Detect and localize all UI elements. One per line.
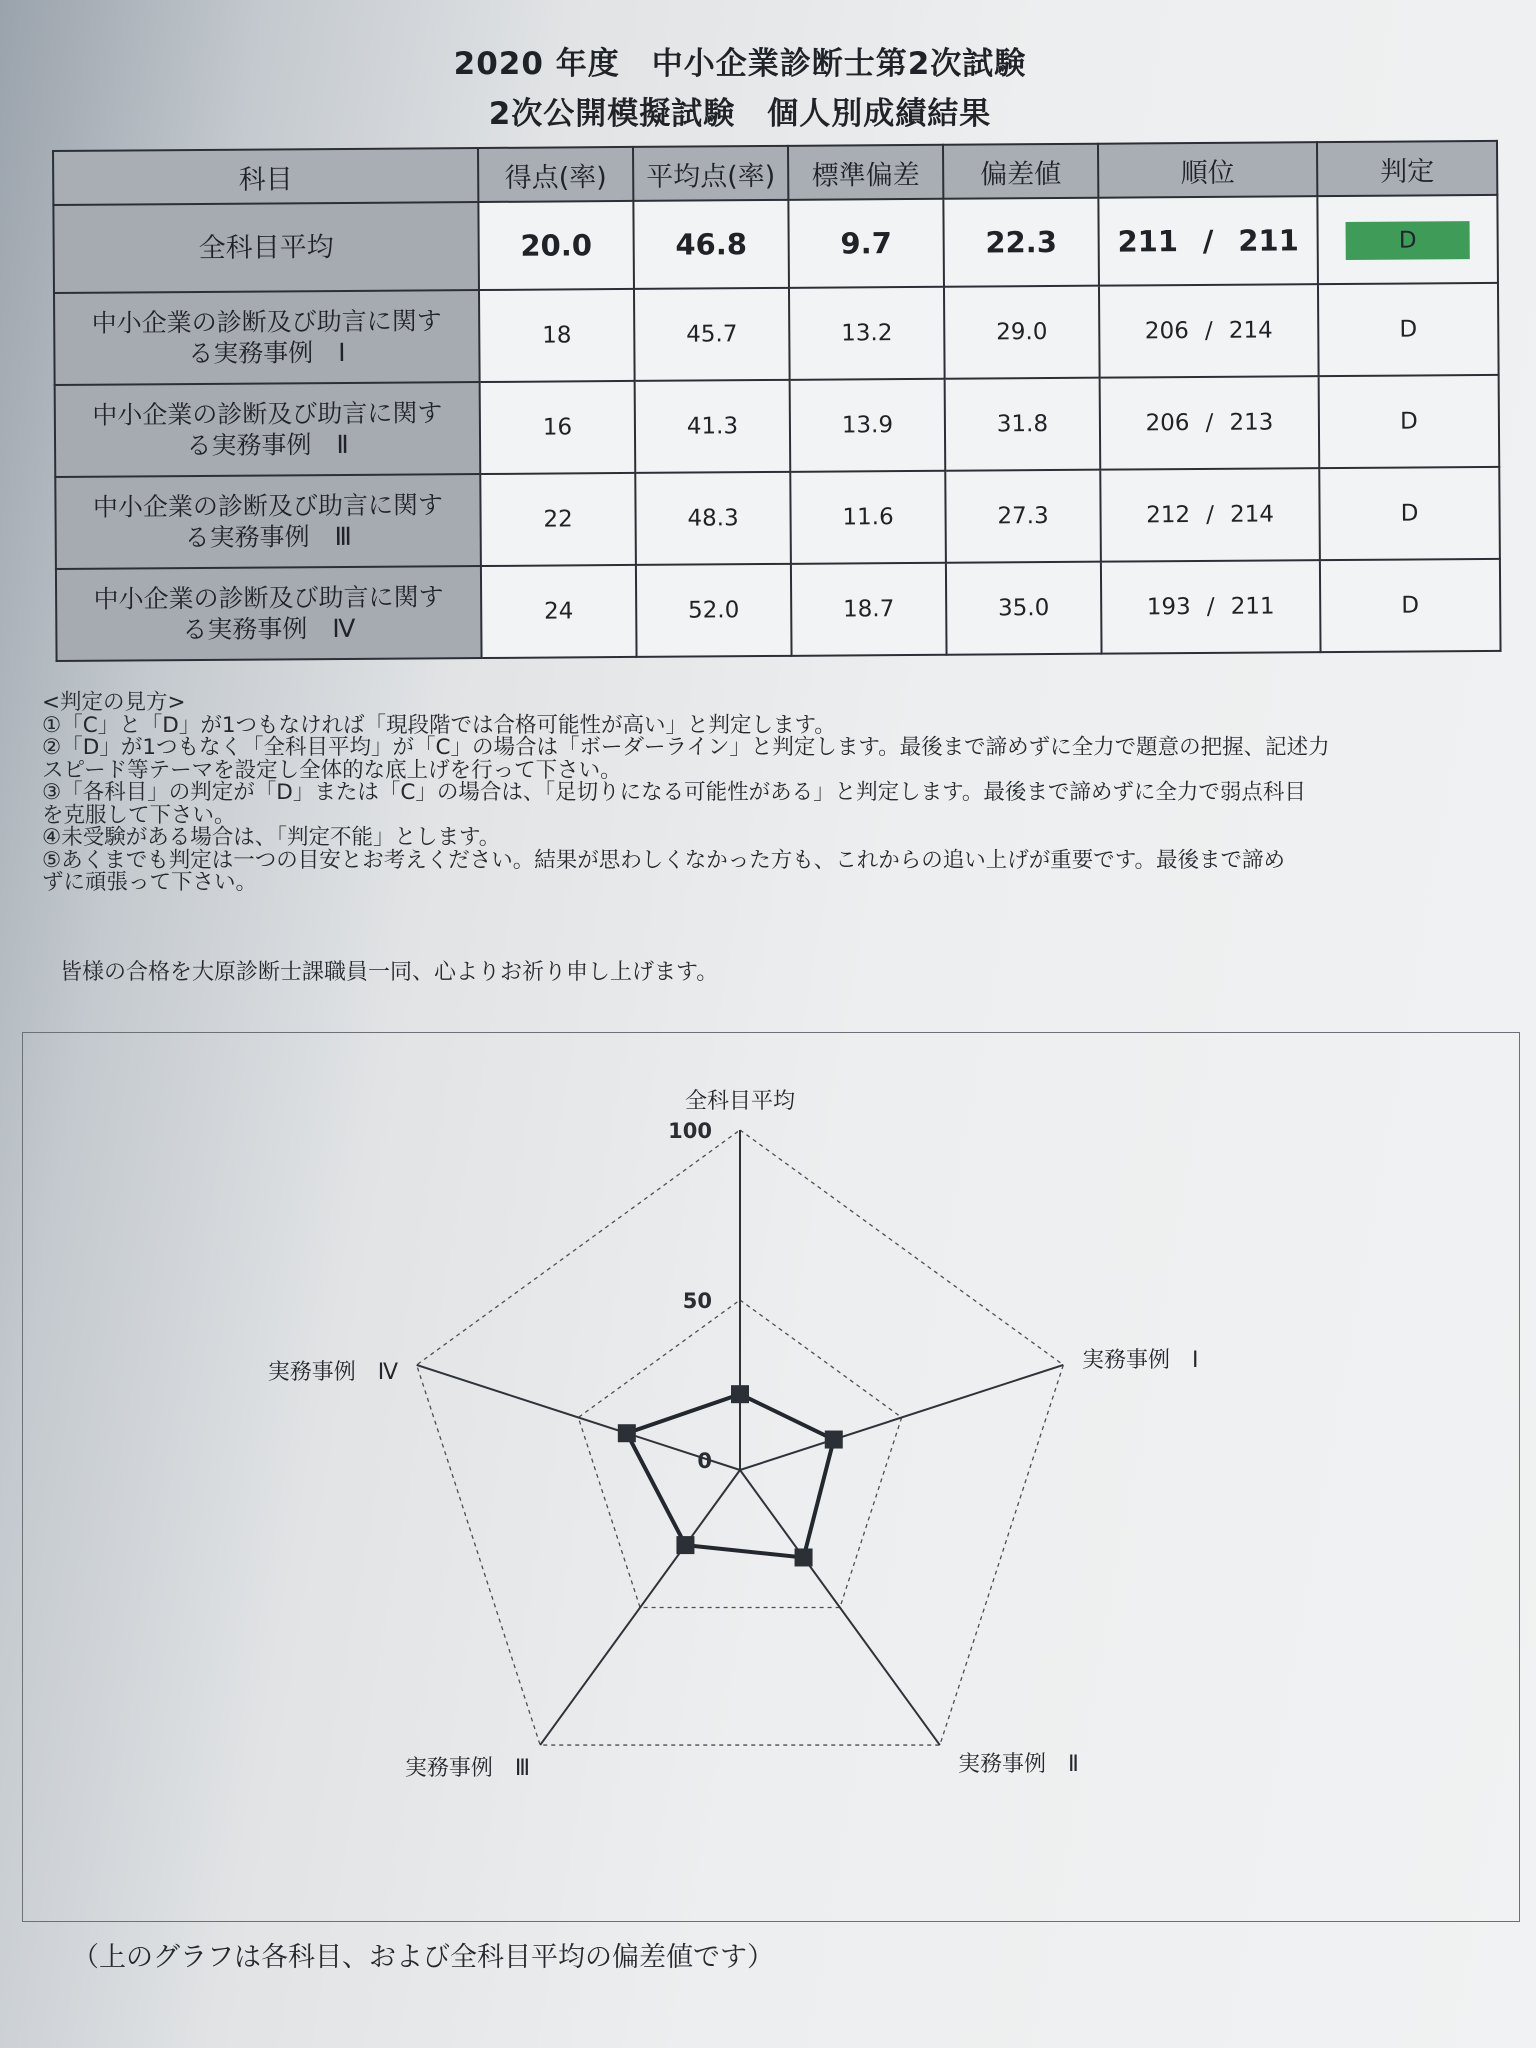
row-grade: D [1319,375,1500,468]
row-average: 45.7 [634,288,790,381]
row-grade: D [1319,467,1500,560]
header-average: 平均点(率) [633,146,788,201]
header-grade: 判定 [1317,141,1497,196]
row-stddev: 13.2 [789,287,945,380]
header-stddev: 標準偏差 [788,145,943,200]
subject-line: る実務事例 Ⅲ [184,521,352,553]
rank-value: 206 [1145,410,1190,437]
axis-line-2 [740,1470,940,1745]
notes-heading: <判定の見方> [42,690,186,715]
subject-line: る実務事例 Ⅱ [186,429,349,461]
header-score: 得点(率) [478,147,633,202]
data-point-4 [618,1424,636,1442]
overall-score: 20.0 [478,201,634,290]
grade-badge: D [1346,221,1470,260]
data-point-2 [795,1548,813,1566]
data-point-1 [825,1431,843,1449]
rank-separator: / [1205,409,1214,436]
rank-separator: / [1206,501,1215,528]
subject-line: 中小企業の診断及び助言に関す [92,490,444,522]
rank-total: 214 [1228,317,1273,344]
axis-label-3: 実務事例 Ⅲ [404,1756,530,1781]
axis-label-0: 全科目平均 [684,1089,796,1114]
note-line: ④未受験がある場合は、「判定不能」とします。 [42,825,501,850]
overall-average: 46.8 [633,200,789,289]
axis-label-4: 実務事例 Ⅳ [267,1360,398,1385]
overall-deviation: 22.3 [943,198,1099,287]
note-line: スピード等テーマを設定し全体的な底上げを行って下さい。 [42,757,622,783]
note-line: ①「C」と「D」が1つもなければ「現段階では合格可能性が高い」と判定します。 [42,712,836,738]
row-grade: D [1320,559,1501,652]
overall-stddev: 9.7 [788,199,944,288]
overall-subject: 全科目平均 [53,202,479,293]
chart-caption: （上のグラフは各科目、および全科目平均の偏差値です） [72,1942,774,1973]
rank-value: 193 [1146,594,1191,621]
row-average: 48.3 [635,472,791,565]
row-stddev: 13.9 [790,379,946,472]
note-line: ②「D」が1つもなく「全科目平均」が「C」の場合は「ボーダーライン」と判定します。最後まで諦めずに全力で題意の把握、記述力 [42,735,1330,760]
rank-value: 212 [1146,502,1191,529]
row-average: 52.0 [636,564,792,657]
tick-label-50: 50 [682,1289,712,1313]
data-point-3 [676,1536,694,1554]
closing-message: 皆様の合格を大原診断士課職員一同、心よりお祈り申し上げます。 [60,960,719,985]
rank-separator: / [1202,223,1214,258]
rank-separator: / [1206,593,1215,620]
row-deviation: 35.0 [946,562,1102,655]
rank-separator: / [1204,317,1213,344]
row-deviation: 29.0 [944,286,1100,379]
row-average: 41.3 [635,380,791,473]
axis-line-4 [417,1365,740,1470]
row-grade: D [1318,283,1499,376]
subject-line: 中小企業の診断及び助言に関す [93,582,444,614]
rank-total: 211 [1230,593,1275,620]
row-score: 22 [480,473,636,566]
header-subject: 科目 [53,148,478,205]
series-line [627,1394,834,1557]
axis-label-1: 実務事例 Ⅰ [1082,1348,1199,1373]
note-line: ⑤あくまでも判定は一つの目安とお考えください。結果が思わしくなかった方も、これからの追い上げが重要です。最後まで諦め [42,847,1286,873]
tick-label-100: 100 [668,1119,712,1143]
note-line: ③「各科目」の判定が「D」または「C」の場合は、「足切りになる可能性がある」と判定します。最後まで諦めずに全力で弱点科目 [42,780,1306,805]
row-stddev: 11.6 [790,471,946,564]
data-point-0 [731,1385,749,1403]
header-deviation: 偏差値 [943,144,1098,199]
note-line: を克服して下さい。 [42,802,236,828]
row-score: 18 [479,289,635,382]
row-score: 16 [480,381,636,474]
rank-total: 211 [1238,223,1299,258]
report-subtitle: 2次公開模擬試験 個人別成績結果 [488,96,992,132]
header-rank: 順位 [1098,142,1317,198]
axis-label-2: 実務事例 Ⅱ [958,1752,1079,1777]
subject-line: 中小企業の診断及び助言に関す [92,398,443,430]
subject-line: る実務事例 Ⅳ [182,613,356,645]
tick-label-0: 0 [697,1449,712,1473]
rank-value: 211 [1117,224,1179,259]
row-deviation: 31.8 [945,378,1101,471]
row-stddev: 18.7 [791,563,947,656]
row-score: 24 [481,565,637,658]
subject-line: 中小企業の診断及び助言に関す [91,306,442,338]
note-line: ずに頑張って下さい。 [42,870,258,895]
subject-line: る実務事例 Ⅰ [188,337,346,369]
rank-total: 213 [1229,409,1274,436]
row-deviation: 27.3 [945,470,1101,563]
rank-value: 206 [1144,318,1189,345]
report-title: 2020 年度 中小企業診断士第2次試験 [453,46,1027,82]
rank-total: 214 [1229,501,1275,528]
